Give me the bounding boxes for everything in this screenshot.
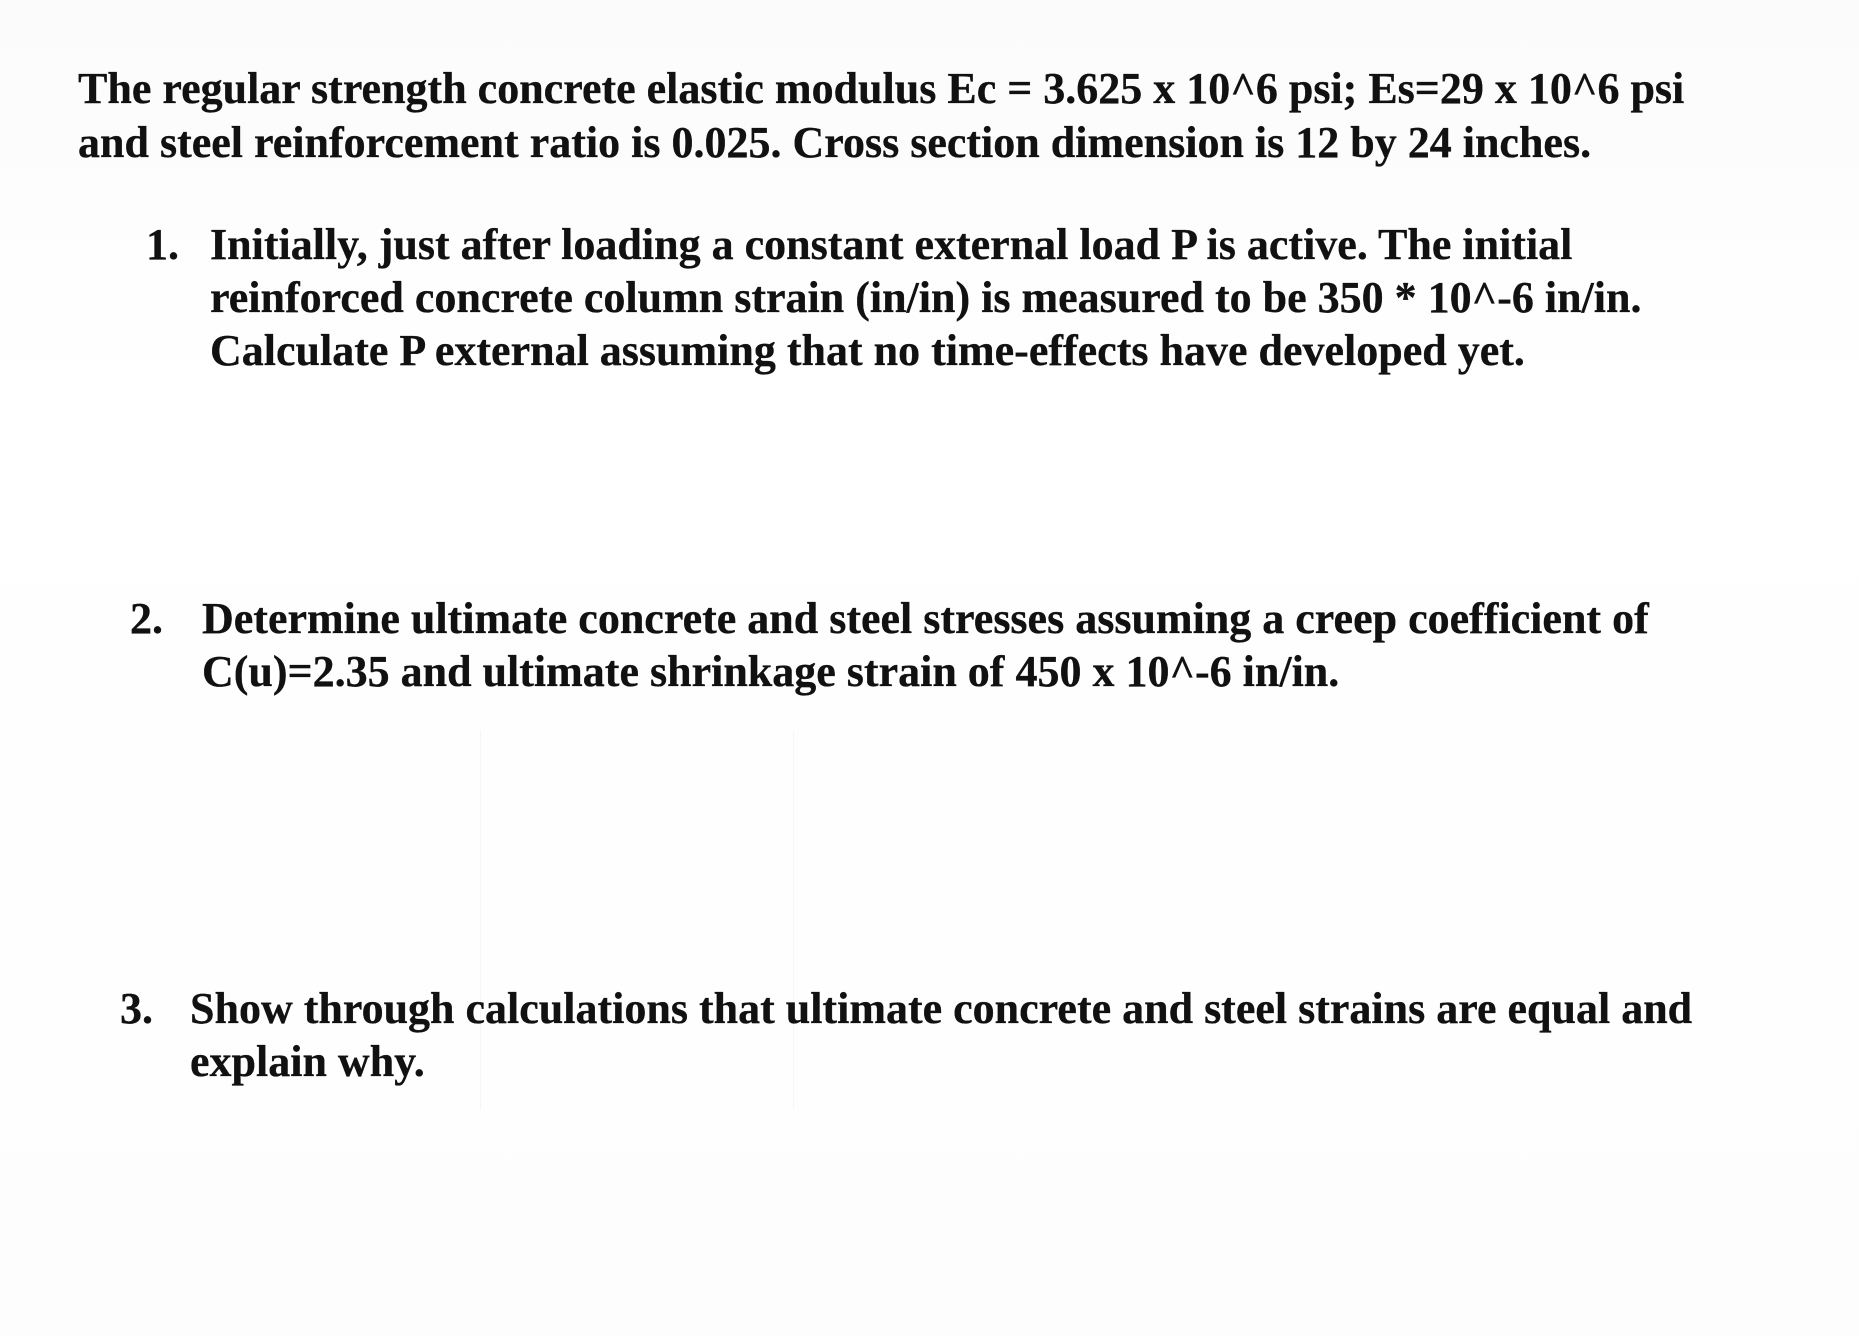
question-2-text bbox=[202, 592, 1649, 698]
question-1-line-3: Calculate P external assuming that no time-effects have developed yet. bbox=[210, 326, 1525, 375]
question-2-line-2: C(u)=2.35 and ultimate shrinkage strain of 450 x 10^-6 in/in. bbox=[202, 647, 1340, 696]
question-3-line-2: explain why. bbox=[190, 1037, 425, 1086]
question-1-line-1: Initially, just after loading a constant external load P is active. The initial bbox=[210, 220, 1573, 269]
question-3-number: 3. bbox=[120, 984, 153, 1033]
problem-statement-line-1: The regular strength concrete elastic modulus Ec = 3.625 x 10^6 psi; Es=29 x 10^6 psi bbox=[78, 64, 1685, 113]
question-1-number: 1. bbox=[146, 220, 179, 269]
question-2-number: 2. bbox=[130, 594, 163, 643]
question-2-line-1: Determine ultimate concrete and steel stresses assuming a creep coefficient of bbox=[202, 594, 1649, 643]
question-3-line-1: Show through calculations that ultimate concrete and steel strains are equal and bbox=[190, 984, 1693, 1033]
problem-statement-line-2: and steel reinforcement ratio is 0.025. Cross section dimension is 12 by 24 inches. bbox=[78, 118, 1592, 167]
question-3-text bbox=[190, 982, 1692, 1088]
question-1-text bbox=[210, 218, 1641, 377]
question-1-line-2: reinforced concrete column strain (in/in) is measured to be 350 * 10^-6 in/in. bbox=[210, 273, 1642, 322]
problem-statement bbox=[78, 62, 1838, 170]
